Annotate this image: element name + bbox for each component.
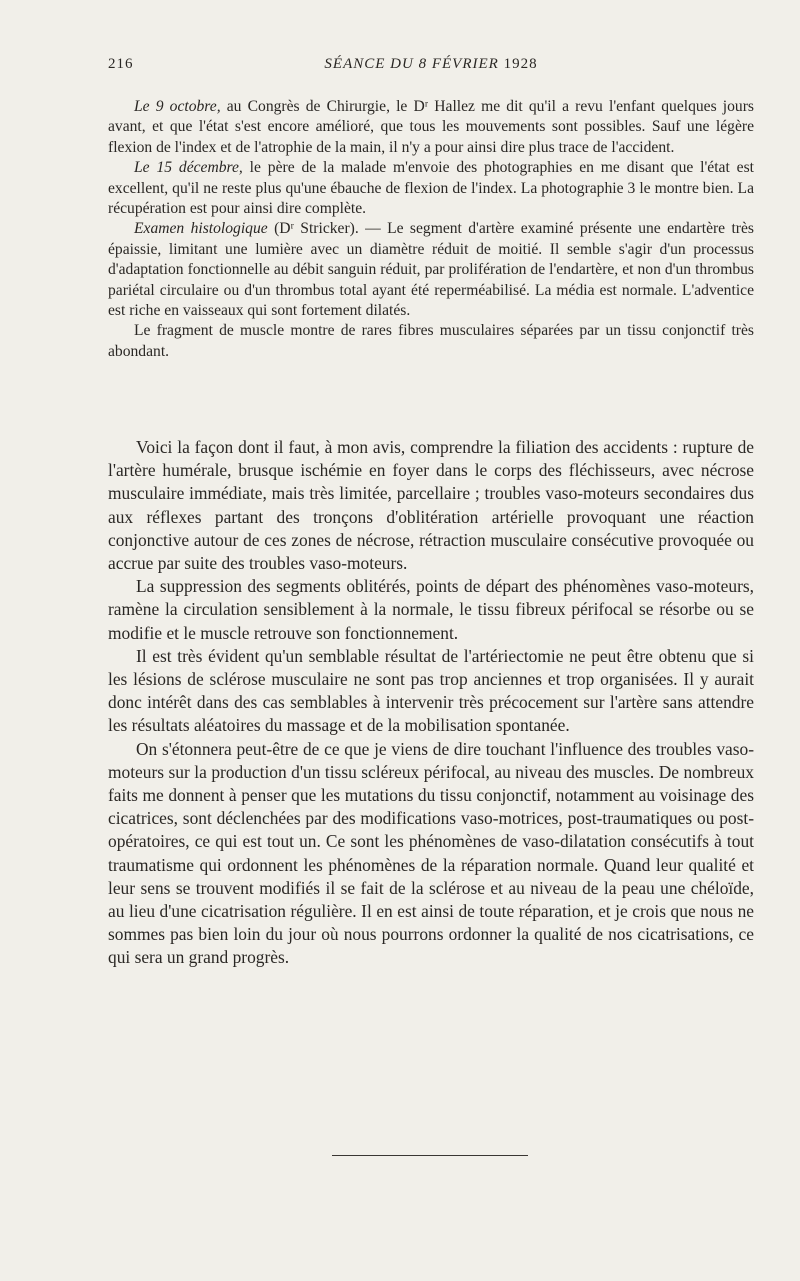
closing-rule bbox=[332, 1155, 528, 1156]
paragraph-text: au Congrès de Chirurgie, le Dʳ Hallez me dit qu'il a revu l'enfant quelques jours avant, et que l'état s'est encore amélioré, que tous les mouvements sont possibles. Sauf une légère flexion de l'index et de l'atrophie de la main, il n'y a pour ainsi dire plus trace de l'accident. bbox=[108, 98, 754, 156]
paragraph-large: On s'étonnera peut-être de ce que je viens de dire touchant l'influence des troubles vaso-moteurs sur la production d'un tissu scléreux périfocal, au niveau des muscles. De nombreux faits me donnent à penser que les mutations du tissu conjonctif, notamment au voisinage des cicatrices, sont déclenchées par des modifications vaso-motrices, post-traumatiques ou post-opératoires, ce qui est tout un. Ce sont les phénomènes de vaso-dilatation consécutifs à tout traumatisme qui ordonnent les phénomènes de la réparation normale. Quand leur qualité et leur sens se trouvent modifiés il se fait de la sclérose et au niveau de la peau une chéloïde, au lieu d'une cicatrisation régulière. Il en est ainsi de toute réparation, et je crois que nous ne sommes pas bien loin du jour où nous pourrons ordonner la qualité de nos cicatrisations, ce qui sera un grand progrès. bbox=[108, 738, 754, 968]
running-title-text: SÉANCE DU 8 FÉVRIER bbox=[324, 56, 499, 72]
paragraph-text: Le fragment de muscle montre de rares fibres musculaires séparées par un tissu conjonctif très abondant. bbox=[108, 322, 754, 360]
paragraph-text: (Dʳ Stricker). — Le segment d'artère examiné présente une endartère très épaissie, limitant une lumière avec un diamètre réduit de moitié. Il semble s'agir d'un processus d'adaptation fonctionnelle au débit sanguin réduit, par prolifération de l'endartère, et non d'un thrombus pariétal circulaire ou d'un thrombus total ayant été reperméabilisé. La média est normale. L'adventice est riche en vaisseaux qui sont fortement dilatés. bbox=[108, 220, 754, 320]
paragraph-small bbox=[108, 321, 754, 362]
paragraph-lead: Le 9 octobre, bbox=[134, 98, 221, 115]
paragraph-text: le père de la malade m'envoie des photographies en me disant que l'état est excellent, qu'il ne reste plus qu'une ébauche de flexion de l'index. La photographie 3 le montre bien. La récupération est pour ainsi dire complète. bbox=[108, 159, 754, 218]
paragraph-large: La suppression des segments oblitérés, points de départ des phénomènes vaso-moteurs, ramène la circulation sensiblement à la normale, le tissu fibreux périfocal se résorbe ou se modifie et le muscle retrouve son fonctionnement. bbox=[108, 576, 754, 643]
paragraph-lead: Le 15 décembre, bbox=[134, 159, 243, 177]
paragraph-lead: Examen histologique bbox=[134, 220, 268, 238]
paragraph-large: Voici la façon dont il faut, à mon avis, comprendre la filiation des accidents : rupture de l'artère humérale, brusque ischémie en foyer dans le corps des fléchisseurs, avec nécrose musculaire immédiate, mais très limitée, parcellaire ; troubles vaso-moteurs secondaires dus aux réflexes partant des tronçons d'oblitération artérielle provoquant une réaction conjonctive autour de ces zones de nécrose, rétraction musculaire consécutive provoquée ou accrue par suite des troubles vaso-moteurs. bbox=[108, 437, 754, 574]
paragraph-small bbox=[108, 219, 754, 321]
case-notes bbox=[108, 97, 754, 362]
page-header bbox=[108, 56, 754, 78]
paragraph-small bbox=[108, 158, 754, 219]
paragraph-small bbox=[108, 97, 754, 158]
paragraph-large: Il est très évident qu'un semblable résultat de l'artériectomie ne peut être obtenu que si les lésions de sclérose musculaire ne sont pas trop anciennes et trop organisées. Il y aurait donc intérêt dans des cas semblables à intervenir très précocement sur l'artère sans attendre les résultats aléatoires du massage et de la mobilisation spontanée. bbox=[108, 645, 754, 736]
running-title bbox=[108, 56, 754, 73]
running-title-year: 1928 bbox=[503, 56, 538, 72]
discussion bbox=[108, 436, 754, 970]
page-number: 216 bbox=[108, 56, 134, 72]
